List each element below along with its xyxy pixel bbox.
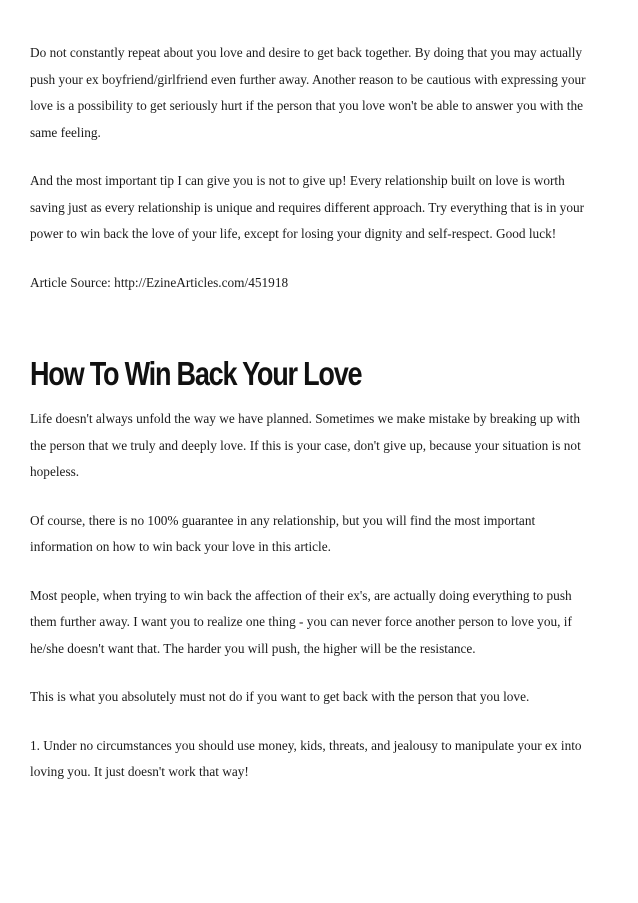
article-paragraph-1: Life doesn't always unfold the way we have planned. Sometimes we make mistake by breaking up with the person that we truly and deeply love. If this is your case, don't give up, because your situation is not hopeless.	[30, 411, 581, 479]
section-spacer	[30, 296, 592, 354]
document-page	[30, 40, 592, 808]
intro-paragraph-1: Do not constantly repeat about you love and desire to get back together. By doing that you may actually push your ex boyfriend/girlfriend even further away. Another reason to be cautious with expressing your love is a possibility to get seriously hurt if the person that you love won't be able to answer you with the same feeling.	[30, 45, 586, 140]
intro-paragraph-2: And the most important tip I can give you is not to give up! Every relationship built on love is worth saving just as every relationship is unique and requires different approach. Try everything that is in your power to win back the love of your life, except for losing your dignity and self-respect. Good luck!	[30, 173, 585, 241]
article-source: Article Source: http://EzineArticles.com/451918	[30, 274, 289, 290]
article-paragraph-4: This is what you absolutely must not do if you want to get back with the person that you love.	[30, 689, 530, 704]
article-title: How To Win Back Your Love	[30, 355, 362, 392]
article-paragraph-2: Of course, there is no 100% guarantee in any relationship, but you will find the most important information on how to win back your love in this article.	[30, 512, 536, 554]
article-paragraph-3: Most people, when trying to win back the affection of their ex's, are actually doing everything to push them further away. I want you to realize one thing - you can never force another person to love you, if he/she doesn't want that. The harder you will push, the higher will be the resistance.	[30, 587, 572, 656]
article-paragraph-5: 1. Under no circumstances you should use money, kids, threats, and jealousy to manipulate your ex into loving you. It just doesn't work that way!	[30, 737, 582, 779]
